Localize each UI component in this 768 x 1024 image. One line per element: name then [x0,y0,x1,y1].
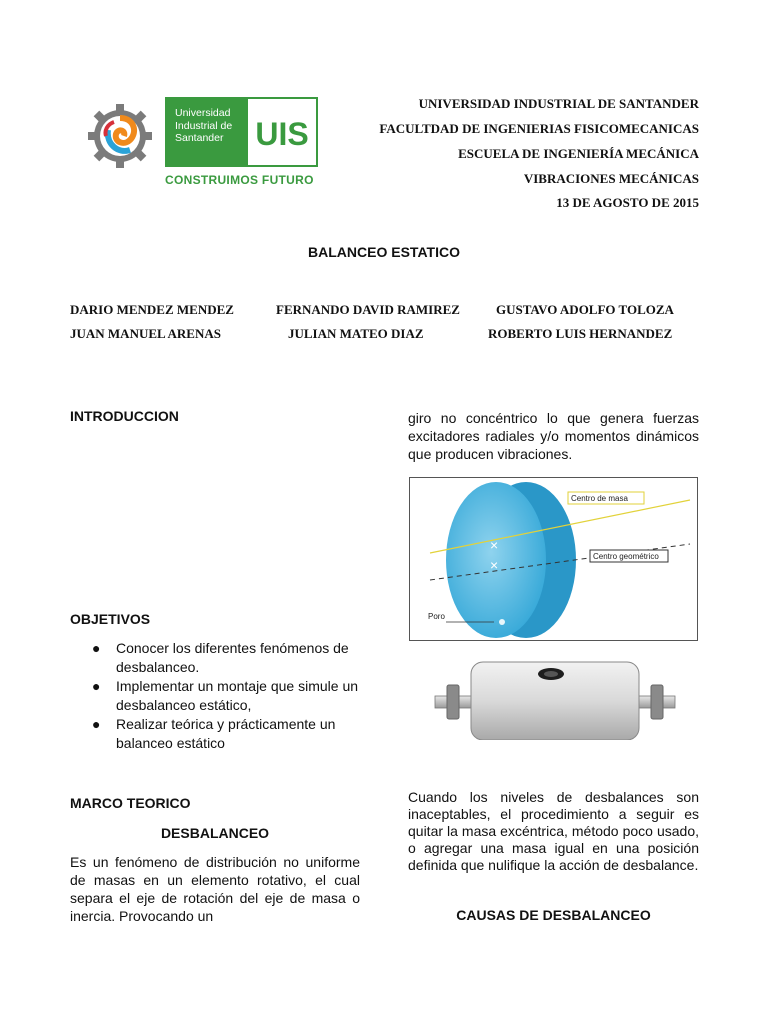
desbalanceo-heading: DESBALANCEO [160,825,270,841]
objective-text: Implementar un montaje que simule un desbalanceo estático, [116,678,359,713]
causes-heading: CAUSAS DE DESBALANCEO [456,907,651,923]
university-emblem [84,100,156,172]
marco-teorico-heading: MARCO TEORICO [70,795,191,811]
logo-slogan: CONSTRUIMOS FUTURO [165,173,314,187]
objective-text: Conocer los diferentes fenómenos de desbalanceo. [116,640,349,675]
balance-paragraph: Cuando los niveles de desbalances son inaceptables, el procedimiento a seguir es quitar la masa excéntrica, método poco usado, o agregar una masa igual en una posición definida que nulifique la acción de desbalance. [408,789,699,873]
author-5: JULIAN MATEO DIAZ [288,326,424,341]
uis-mark-text: UIS [255,116,309,152]
objectives-heading: OBJETIVOS [70,611,151,627]
author-2: FERNANDO DAVID RAMIREZ [276,302,460,317]
author-3: GUSTAVO ADOLFO TOLOZA [496,302,674,317]
logo-line-2: Industrial de [175,119,233,132]
bullet-icon: ● [92,678,101,694]
pore-label: Poro [428,612,445,621]
list-item [70,639,370,677]
logo-line-1: Universidad [175,107,231,119]
author-6: ROBERTO LUIS HERNANDEZ [488,326,673,341]
header-course: VIBRACIONES MECÁNICAS [523,171,699,186]
objectives-list [70,639,370,753]
rotor-figure [433,660,677,740]
svg-text:×: × [490,557,499,573]
bullet-icon: ● [92,640,101,656]
desbalanceo-paragraph: Es un fenómeno de distribución no uniforme de masas en un elemento rotativo, el cual separa el eje de rotación del eje de masa o inercia. Provocando un [70,854,360,924]
mass-center-label: Centro de masa [571,494,628,503]
geometric-center-label: Centro geométrico [593,552,659,561]
objective-text: Realizar teórica y prácticamente un balanceo estático [116,716,336,751]
author-4: JUAN MANUEL ARENAS [70,326,221,341]
list-item [70,715,370,753]
svg-text:×: × [490,537,499,553]
header-university: UNIVERSIDAD INDUSTRIAL DE SANTANDER [418,96,699,111]
header-faculty: FACULTDAD DE INGENIERIAS FISICOMECANICAS [379,121,699,136]
uis-mark [246,97,318,167]
header-school: ESCUELA DE INGENIERÍA MECÁNICA [458,146,699,161]
page-title: BALANCEO ESTATICO [308,244,460,260]
disc-figure [409,477,698,641]
bullet-icon: ● [92,716,101,732]
header-date: 13 DE AGOSTO DE 2015 [556,195,699,210]
introduction-heading: INTRODUCCION [70,408,179,424]
logo-line-3: Santander [175,132,224,144]
author-1: DARIO MENDEZ MENDEZ [70,302,234,317]
list-item [70,677,370,715]
continuation-paragraph: giro no concéntrico lo que genera fuerzas excitadores radiales y/o momentos dinámicos que producen vibraciones. [408,410,699,462]
